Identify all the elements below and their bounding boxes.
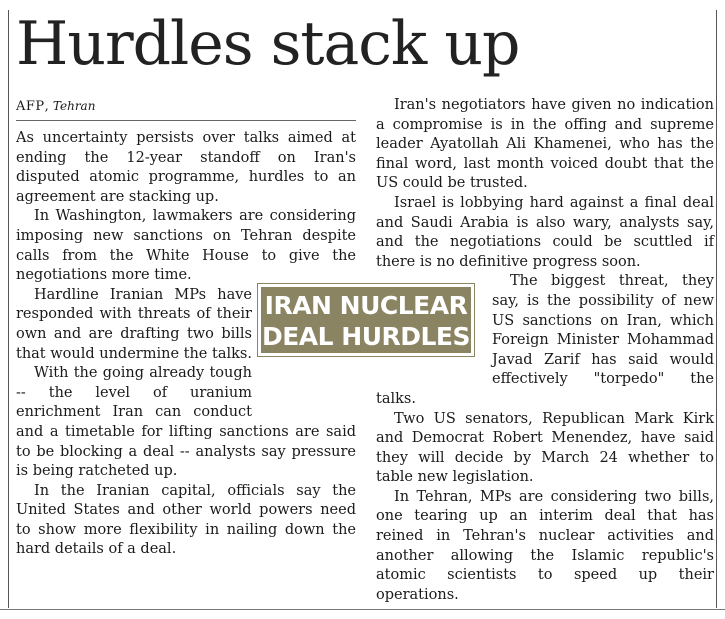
- paragraph: As uncertainty persists over talks aimed at ending the 12-year standoff on Iran's disputed atomic programme, hurdles to an agreement are stacking up.: [16, 130, 356, 205]
- left-border-rule: [8, 10, 9, 608]
- right-border-rule: [716, 10, 717, 608]
- paragraph: In Washington, lawmakers are considering imposing new sanctions on Tehran despite calls from the White House to give the negotiations more time.: [16, 208, 356, 284]
- paragraph: Two US senators, Republican Mark Kirk and Democrat Robert Menendez, have said they will decide by March 24 whether to table new legislation.: [376, 410, 714, 486]
- paragraph: Iran's negotiators have given no indication a compromise is in the offing and supreme leader Ayatollah Ali Khamenei, who has the final word, last month voiced doubt that the US could be trusted.: [376, 97, 714, 192]
- paragraph: In the Iranian capital, officials say the United States and other world powers need to show more flexibility in nailing down the hard details of a deal.: [16, 482, 356, 558]
- byline-rule: [16, 120, 356, 121]
- byline-separator: ,: [44, 99, 53, 114]
- paragraph: Hardline Iranian MPs have responded with threats of their own and are drafting two bills that would undermine the talks.: [16, 286, 252, 362]
- pull-quote-line: IRAN NUCLEAR: [264, 291, 468, 320]
- byline-location: Tehran: [52, 99, 96, 113]
- bottom-border-rule: [0, 609, 725, 610]
- pull-quote-line: DEAL HURDLES: [261, 322, 471, 351]
- pull-quote-box: [258, 284, 474, 356]
- headline: Hurdles stack up: [16, 9, 520, 79]
- paragraph: Israel is lobbying hard against a final deal and Saudi Arabia is also wary, analysts say, and the negotiations could be scuttled if there is no definitive progress soon.: [376, 194, 714, 270]
- paragraph: In Tehran, MPs are considering two bills, one tearing up an interim deal that has reined in Tehran's nuclear activities and another allowing the Islamic republic's atomic scientists to speed up their operations.: [376, 488, 714, 603]
- byline-agency: AFP: [16, 99, 45, 114]
- paragraph: The biggest threat, they say, is the possibility of new US sanctions on Iran, which Foreign Minister Mohammad Javad Zarif has said would effectively "torpedo" the talks.: [376, 273, 714, 407]
- paragraph: With the going already tough -- the level of uranium enrichment Iran can conduct and a timetable for lifting sanctions are said to be blocking a deal -- analysts say pressure is being ratcheted up.: [16, 365, 356, 480]
- byline: [16, 98, 95, 115]
